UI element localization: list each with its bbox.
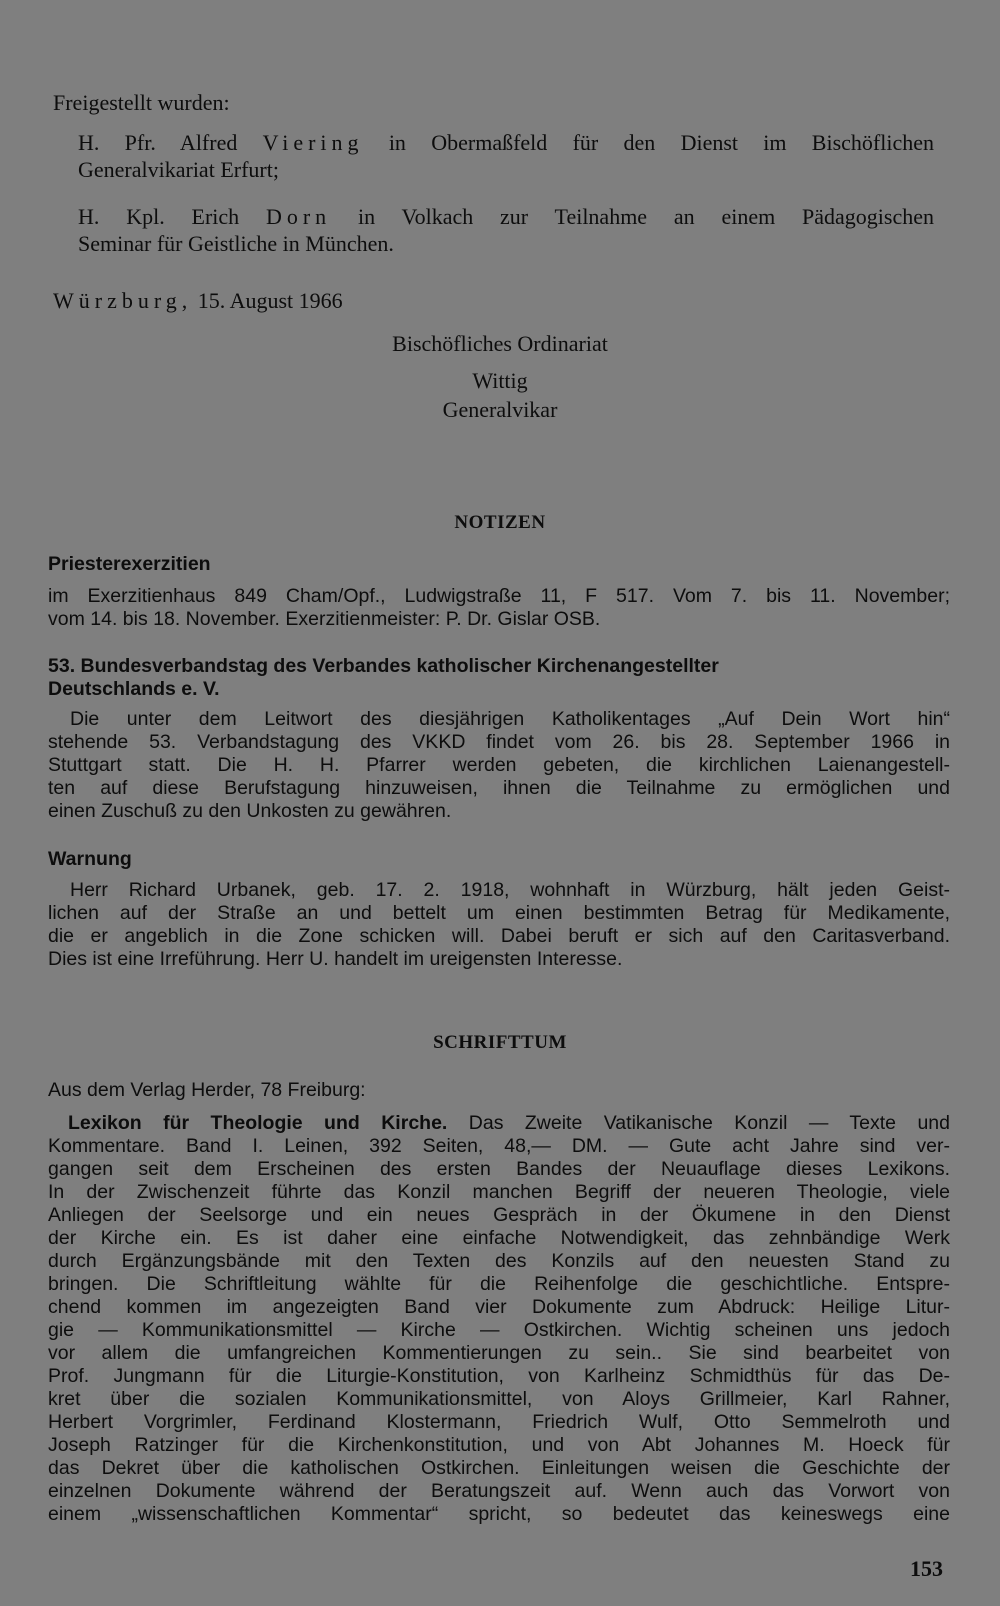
warnung-line: die er angeblich in die Zone schicken will. Dabei beruft er sich auf den Caritasverband. (48, 925, 950, 947)
notizen-heading: NOTIZEN (454, 512, 546, 533)
entry1-suffix: in Obermaßfeld für den Dienst im Bischöflichen (363, 130, 934, 155)
lexikon-first-rest: Das Zweite Vatikanische Konzil — Texte und (447, 1112, 950, 1134)
entry1-line1 (78, 130, 934, 156)
verband-line: ten auf diese Berufstagung hinzuweisen, ihnen die Teilnahme zu ermöglichen und (48, 777, 950, 799)
exerzitien-text (48, 585, 950, 631)
warnung-title: Warnung (48, 848, 132, 870)
page-number: 153 (910, 1556, 943, 1581)
schrifttum-heading: SCHRIFTTUM (433, 1032, 567, 1053)
warnung-line: Herr Richard Urbanek, geb. 17. 2. 1918, wohnhaft in Würzburg, hält jeden Geist- (70, 879, 950, 901)
lexikon-line: Prof. Jungmann für die Liturgie-Konstitution, von Karlheinz Schmidthüs für das De- (48, 1365, 950, 1387)
lexikon-line: durch Ergänzungsbände mit den Texten des Konzils auf den neuesten Stand zu (48, 1250, 950, 1272)
signature-date: 15. August 1966 (192, 288, 343, 313)
lexikon-line: einzelnen Dokumente während der Beratungszeit auf. Wenn auch das Vorwort von (48, 1480, 950, 1502)
entry1-prefix: H. Pfr. Alfred (78, 130, 263, 155)
lexikon-title: Lexikon für Theologie und Kirche. (68, 1112, 448, 1134)
verband-title-line: Deutschlands e. V. (48, 678, 220, 700)
lexikon-line: der Kirche ein. Es ist daher eine einfache Notwendigkeit, das zehnbändige Werk (48, 1227, 950, 1249)
lexikon-line: chend kommen im angezeigten Band vier Dokumente zum Abdruck: Heilige Litur- (48, 1296, 950, 1318)
verband-title-line: 53. Bundesverbandstag des Verbandes katholischer Kirchenangestellter (48, 655, 719, 677)
verband-line: einen Zuschuß zu den Unkosten zu gewähren. (48, 800, 452, 822)
lexikon-line: Joseph Ratzinger für die Kirchenkonstitution, und von Abt Johannes M. Hoeck für (48, 1434, 950, 1456)
lexikon-line: In der Zwischenzeit führte das Konzil manchen Begriff der neueren Theologie, viele (48, 1181, 950, 1203)
lexikon-first-line (48, 1112, 950, 1135)
signature-title: Generalvikar (442, 397, 558, 422)
lexikon-line: Kommentare. Band I. Leinen, 392 Seiten, 48,— DM. — Gute acht Jahre sind ver- (48, 1135, 950, 1157)
lexikon-line: vor allem die umfangreichen Kommentierungen zu sein.. Sie sind bearbeitet von (48, 1342, 950, 1364)
warnung-line: Dies ist eine Irreführung. Herr U. handelt im ureigensten Interesse. (48, 948, 623, 970)
warnung-line: lichen auf der Straße an und bettelt um einen bestimmten Betrag für Medikamente, (48, 902, 950, 924)
exerzitien-line: im Exerzitienhaus 849 Cham/Opf., Ludwigstraße 11, F 517. Vom 7. bis 11. November; (48, 585, 950, 607)
exerzitien-title: Priesterexerzitien (48, 553, 211, 575)
signature-place-date (53, 288, 343, 314)
signature-name: Wittig (472, 368, 528, 393)
verband-line: Stuttgart statt. Die H. H. Pfarrer werden gebeten, die kirchlichen Laienangestell- (48, 754, 950, 776)
lexikon-review (48, 1112, 950, 1526)
entry1-line2: Generalvikariat Erfurt; (78, 157, 279, 182)
signature-place: Würzburg, (53, 288, 193, 313)
warnung-text (48, 879, 950, 971)
entry1-name: Viering (262, 130, 364, 155)
entry2-line2: Seminar für Geistliche in München. (78, 231, 394, 256)
lexikon-line: bringen. Die Schriftleitung wählte für die Reihenfolge die geschichtliche. Entspre- (48, 1273, 950, 1295)
lexikon-line: einem „wissenschaftlichen Kommentar“ spricht, so bedeutet das keineswegs eine (48, 1503, 950, 1525)
lexikon-line: das Dekret über die katholischen Ostkirchen. Einleitungen weisen die Geschichte der (48, 1457, 950, 1479)
lexikon-line: Herbert Vorgrimler, Ferdinand Klostermann, Friedrich Wulf, Otto Semmelroth und (48, 1411, 950, 1433)
verband-line: stehende 53. Verbandstagung des VKKD findet vom 26. bis 28. September 1966 in (48, 731, 950, 753)
entry2-name: Dorn (265, 204, 332, 229)
schrifttum-verlag: Aus dem Verlag Herder, 78 Freiburg: (48, 1079, 366, 1101)
exerzitien-line: vom 14. bis 18. November. Exerzitienmeister: P. Dr. Gislar OSB. (48, 608, 601, 630)
lexikon-line: kret über die sozialen Kommunikationsmittel, von Aloys Grillmeier, Karl Rahner, (48, 1388, 950, 1410)
entry2-prefix: H. Kpl. Erich (78, 204, 266, 229)
lexikon-line: gie — Kommunikationsmittel — Kirche — Ostkirchen. Wichtig scheinen uns jedoch (48, 1319, 950, 1341)
entry2-line1 (78, 204, 934, 230)
lexikon-line: gangen seit dem Erscheinen des ersten Bandes der Neuauflage dieses Lexikons. (48, 1158, 950, 1180)
signature-office: Bischöfliches Ordinariat (392, 331, 608, 356)
lexikon-line: Anliegen der Seelsorge und ein neues Gespräch in der Ökumene in den Dienst (48, 1204, 950, 1226)
verband-text (48, 708, 950, 823)
verband-line: Die unter dem Leitwort des diesjährigen Katholikentages „Auf Dein Wort hin“ (70, 708, 950, 730)
freigestellt-intro: Freigestellt wurden: (53, 90, 230, 115)
verband-title (48, 655, 950, 701)
entry2-suffix: in Volkach zur Teilnahme an einem Pädagogischen (331, 204, 934, 229)
